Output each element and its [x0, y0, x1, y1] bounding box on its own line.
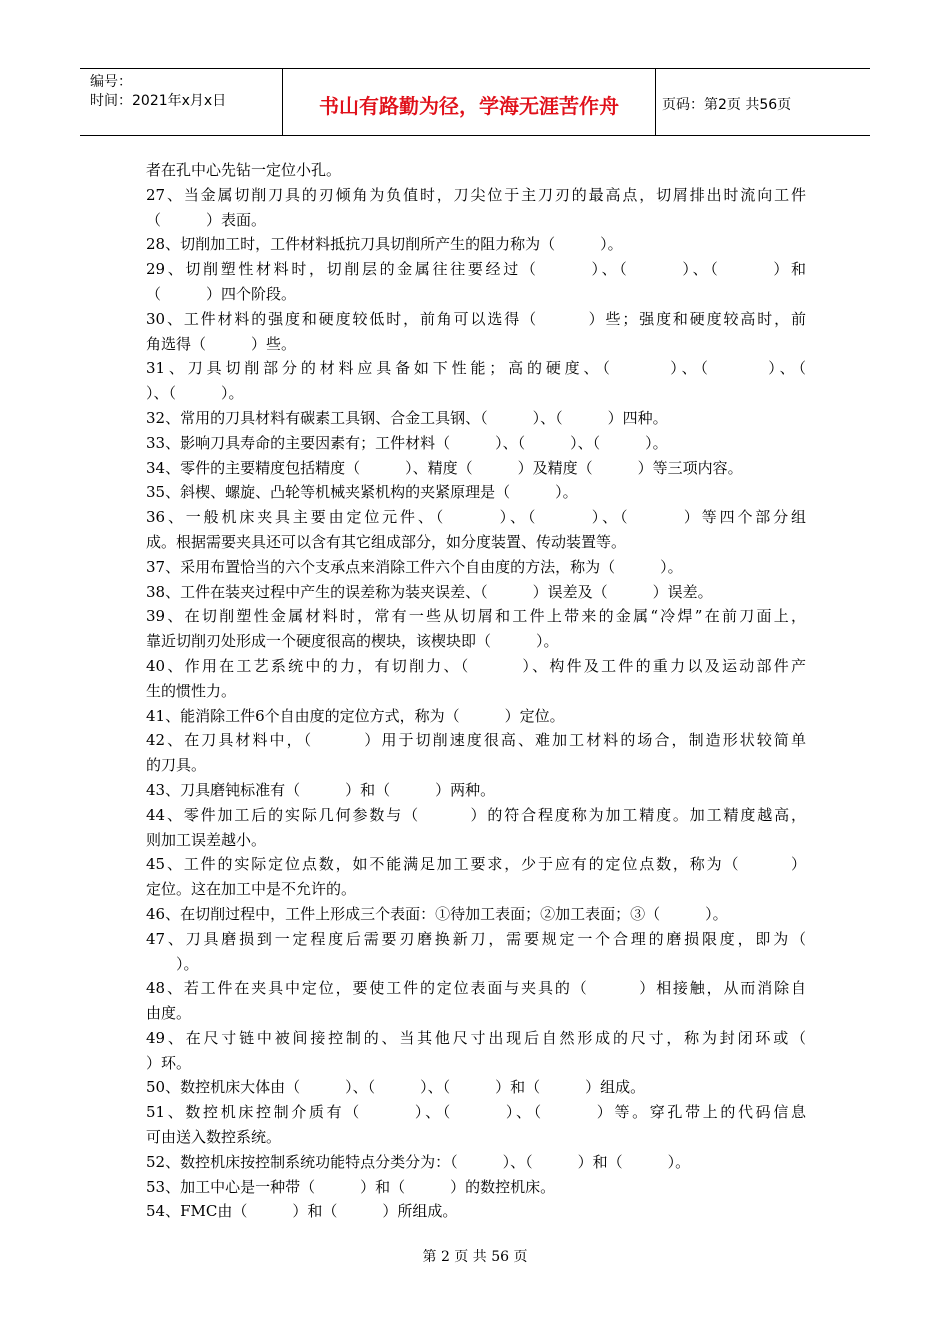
text-line: 者在孔中心先钻一定位小孔。	[146, 161, 342, 179]
text-line: 43、刀具磨钝标准有（ ）和（ ）两种。	[146, 780, 496, 799]
text-line: 37、采用布置恰当的六个支承点来消除工件六个自由度的方法，称为（ ）。	[146, 557, 683, 576]
text-line: 靠近切削刃处形成一个硬度很高的楔块，该楔块即（ ）。	[146, 632, 559, 651]
text-line: 31、刀具切削部分的材料应具备如下性能；高的硬度、（ ）、（ ）、（	[146, 359, 806, 378]
text-line: 44、零件加工后的实际几何参数与（ ）的符合程度称为加工精度。加工精度越高，	[146, 805, 806, 824]
text-line: ）。	[146, 954, 199, 973]
text-line: 生的惯性力。	[146, 681, 237, 700]
text-line: 35、斜楔、螺旋、凸轮等机械夹紧机构的夹紧原理是（ ）。	[146, 483, 578, 502]
text-line: 38、工件在装夹过程中产生的误差称为装夹误差、（ ）误差及（ ）误差。	[146, 582, 713, 601]
text-line: 54、FMC由（ ）和（ ）所组成。	[146, 1202, 458, 1221]
document-body	[146, 158, 806, 1224]
document-date: 时间：2021年x月x日	[90, 93, 227, 109]
text-line: 定位。这在加工中是不允许的。	[146, 880, 357, 899]
text-line: 48、若工件在夹具中定位，要使工件的定位表面与夹具的（ ）相接触，从而消除自	[146, 979, 806, 998]
text-line: 42、在刀具材料中，（ ）用于切削速度很高、难加工材料的场合，制造形状较简单	[146, 731, 806, 750]
page-footer: 第 2 页 共 56 页	[422, 1249, 528, 1265]
text-line: 可由送入数控系统。	[146, 1128, 282, 1147]
text-line: 角选得（ ）些。	[146, 334, 297, 353]
text-line: 成。根据需要夹具还可以含有其它组成部分，如分度装置、传动装置等。	[146, 532, 627, 551]
text-line: 53、加工中心是一种带（ ）和（ ）的数控机床。	[146, 1177, 556, 1196]
text-line: ）、（ ）。	[146, 384, 244, 403]
text-line: 27、当金属切削刀具的刃倾角为负值时，刀尖位于主刀刃的最高点，切屑排出时流向工件	[146, 185, 806, 204]
text-line: 40、作用在工艺系统中的力，有切削力、（ ）、构件及工件的重力以及运动部件产	[146, 656, 806, 675]
text-line: 36、一般机床夹具主要由定位元件、（ ）、（ ）、（ ）等四个部分组	[146, 508, 806, 527]
page-header	[80, 68, 870, 136]
text-line: 49、在尺寸链中被间接控制的、当其他尺寸出现后自然形成的尺寸，称为封闭环或（	[146, 1028, 806, 1047]
header-meta	[80, 69, 282, 135]
text-line: （ ）四个阶段。	[146, 284, 297, 303]
text-line: 的刀具。	[146, 756, 207, 775]
text-line: 32、常用的刀具材料有碳素工具钢、合金工具钢、（ ）、（ ）四种。	[146, 408, 668, 427]
text-line: 34、零件的主要精度包括精度（ ）、精度（ ）及精度（ ）等三项内容。	[146, 458, 743, 477]
text-line: 52、数控机床按控制系统功能特点分类分为：（ ）、（ ）和（ ）。	[146, 1152, 691, 1171]
text-line: 41、能消除工件6个自由度的定位方式，称为（ ）定位。	[146, 706, 565, 725]
text-line: 47、刀具磨损到一定程度后需要刃磨换新刀，需要规定一个合理的磨损限度，即为（	[146, 929, 806, 948]
document-number-label: 编号：	[90, 74, 132, 90]
text-line: 46、在切削过程中，工件上形成三个表面：①待加工表面；②加工表面；③（ ）。	[146, 904, 728, 923]
text-line: 则加工误差越小。	[146, 830, 267, 849]
text-line: 50、数控机床大体由（ ）、（ ）、（ ）和（ ）组成。	[146, 1078, 646, 1097]
text-line: ）环。	[146, 1053, 192, 1072]
text-line: 30、工件材料的强度和硬度较低时，前角可以选得（ ）些；强度和硬度较高时，前	[146, 309, 806, 328]
text-line: 33、影响刀具寿命的主要因素有；工件材料（ ）、（ ）、（ ）。	[146, 433, 668, 452]
header-page-info: 页码：第2页 共56页	[662, 97, 792, 113]
text-line: 39、在切削塑性金属材料时，常有一些从切屑和工件上带来的金属“冷焊”在前刀面上，	[146, 607, 806, 626]
header-motto: 书山有路勤为径，学海无涯苦作舟	[282, 69, 656, 135]
text-line: 由度。	[146, 1004, 192, 1023]
text-line: （ ）表面。	[146, 210, 267, 229]
text-line: 28、切削加工时，工件材料抵抗刀具切削所产生的阻力称为（ ）。	[146, 235, 623, 254]
text-line: 29、切削塑性材料时，切削层的金属往往要经过（ ）、（ ）、（ ）和	[146, 260, 806, 279]
text-line: 51、数控机床控制介质有（ ）、（ ）、（ ）等。穿孔带上的代码信息	[146, 1103, 806, 1122]
text-line: 45、工件的实际定位点数，如不能满足加工要求，少于应有的定位点数，称为（ ）	[146, 855, 806, 874]
